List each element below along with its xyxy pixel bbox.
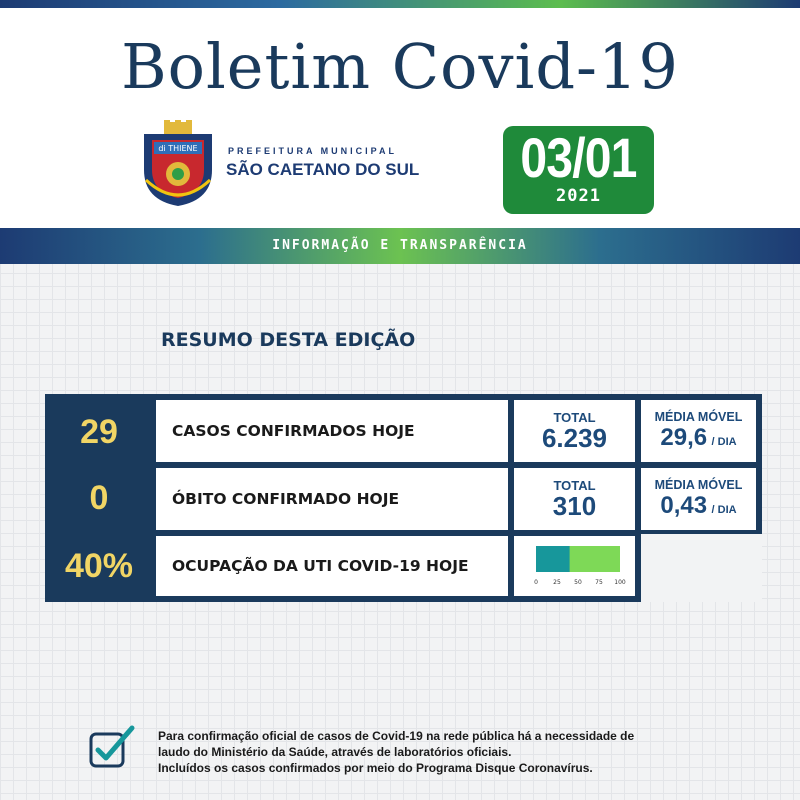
prefeitura-label: PREFEITURA MUNICIPAL [228,146,397,156]
icu-occupancy-chart-cell [514,536,635,596]
cases-moving-average-value: 29,6 [660,424,708,451]
footer-line: Para confirmação oficial de casos de Covid-19 na rede pública há a necessidade de [158,729,635,743]
cases-total-cell [514,400,635,462]
occupancy-tick-label: 100 [614,579,626,586]
cases-total-value: 6.239 [541,423,608,453]
occupancy-tick-label: 50 [574,579,582,586]
info-bar: INFORMAÇÃO E TRANSPARÊNCIA [0,228,800,264]
occupancy-bar-filled [536,546,570,572]
icu-occupancy-label: OCUPAÇÃO DA UTI COVID-19 HOJE [156,536,508,596]
svg-text:di THIENE: di THIENE [158,144,198,153]
occupancy-tick-label: 0 [534,579,538,586]
icu-occupancy-chart [514,536,635,596]
summary-title: RESUMO DESTA EDIÇÃO [161,329,416,351]
footer-line: laudo do Ministério da Saúde, através de laboratórios oficiais. [158,745,512,759]
prefeitura-logo [140,120,430,210]
cases-moving-average-cell [641,400,756,462]
icu-occupancy-value: 40% [64,547,134,585]
deaths-moving-average-value: 0,43 [660,492,708,519]
date-year: 2021 [556,186,601,206]
deaths-moving-average-unit: / DIA [711,504,737,516]
city-name: SÃO CAETANO DO SUL [226,160,420,179]
row3-empty-area [641,534,762,602]
deaths-moving-average-cell [641,468,756,530]
cases-total-label: TOTAL [553,410,596,425]
city-crest-icon [140,120,216,208]
cases-moving-average-unit: / DIA [711,436,737,448]
cases-today-value: 29 [80,413,118,451]
deaths-today-value: 0 [89,479,109,517]
occupancy-tick-label: 75 [595,579,603,586]
deaths-moving-average-label: MÉDIA MÓVEL [654,478,743,492]
date-day-month: 03/01 [520,126,637,189]
checkbox-check-icon [88,724,136,772]
cases-moving-average-label: MÉDIA MÓVEL [654,410,743,424]
deaths-today-label: ÓBITO CONFIRMADO HOJE [156,468,508,530]
header [0,8,800,228]
deaths-total-value: 310 [552,491,597,521]
summary-table [45,394,762,602]
page-title: Boletim Covid-19 [121,30,679,103]
deaths-total-label: TOTAL [553,478,596,493]
footer-note [158,728,698,776]
footer-line: Incluídos os casos confirmados por meio do Programa Disque Coronavírus. [158,761,593,775]
cases-today-label: CASOS CONFIRMADOS HOJE [156,400,508,462]
top-gradient-band [0,0,800,8]
occupancy-tick-label: 25 [553,579,561,586]
date-badge [503,126,654,214]
deaths-total-cell [514,468,635,530]
